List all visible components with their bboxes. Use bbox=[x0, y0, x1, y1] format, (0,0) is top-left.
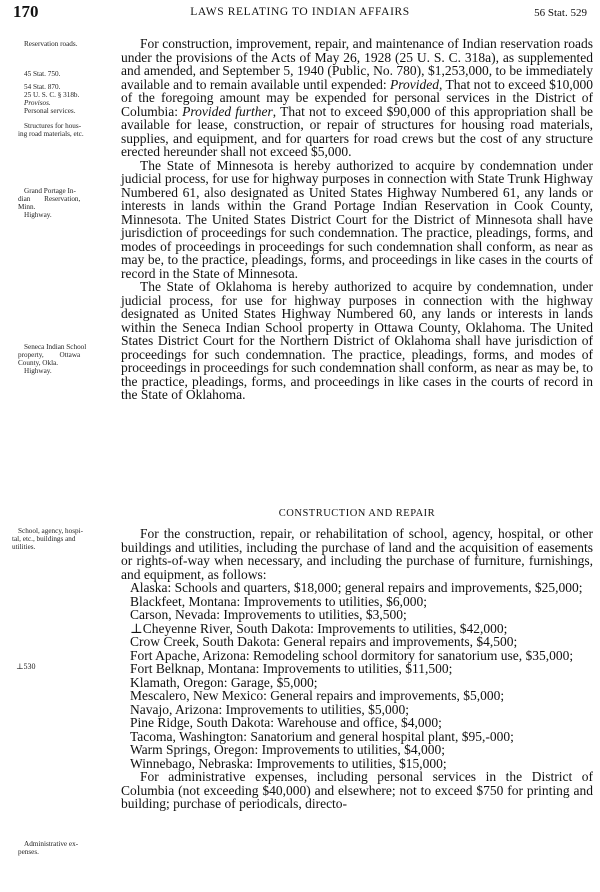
margin-note-seneca: Seneca Indian School property, Ottawa County, Okla. Highway. bbox=[18, 343, 87, 375]
margin-note-administrative: Administrative ex- penses. bbox=[18, 840, 79, 856]
item-mescalero: Mescalero, New Mexico: General repairs and improvements, $5,000; bbox=[130, 688, 505, 703]
margin-note-grand-portage: Grand Portage In- dian Reservation, Minn. Highway. bbox=[18, 187, 81, 219]
item-pine-ridge: Pine Ridge, South Dakota: Warehouse and office, $4,000; bbox=[130, 715, 442, 730]
item-cheyenne-river: ⊥Cheyenne River, South Dakota: Improvements to utilities, $42,000; bbox=[130, 620, 508, 636]
paragraph-construction-intro: For the construction, repair, or rehabilitation of school, agency, hospital, or other buildings and utilities, including the purchase of land and the acquisition of easements or rights-of-way when necessary, and including the purchase of furniture, furnishings, and equipment, as follows: bbox=[121, 526, 593, 582]
item-alaska: Alaska: Schools and quarters, $18,000; general repairs and improvements, $25,000; bbox=[130, 580, 583, 595]
item-fort-apache: Fort Apache, Arizona: Remodeling school dormitory for sanatorium use, $35,000; bbox=[130, 647, 574, 663]
item-navajo: Navajo, Arizona: Improvements to utilities, $5,000; bbox=[130, 701, 409, 717]
margin-note-citations: 54 Stat. 870. 25 U. S. C. § 318b. Provisos. Personal services. bbox=[24, 83, 80, 115]
statute-reference: 56 Stat. 529 bbox=[534, 7, 587, 19]
item-carson: Carson, Nevada: Improvements to utilities, $3,500; bbox=[130, 607, 407, 622]
item-winnebago: Winnebago, Nebraska: Improvements to utilities, $15,000; bbox=[130, 755, 447, 771]
margin-note-structures: Structures for hous- ing road materials, etc. bbox=[18, 122, 84, 138]
item-fort-belknap: Fort Belknap, Montana: Improvements to utilities, $11,500; bbox=[130, 661, 453, 676]
paragraph-oklahoma: The State of Oklahoma is hereby authorized to acquire by condemnation, under judicial process, for use for highway purposes in connection with the highway designated as United States Highway Numbered 60, any lands or interests in lands within the Seneca Indian School property in Ottawa County, Oklahoma. The United States District Court for the Northern District of Oklahoma shall have jurisdiction of proceedings for such condemnation. The practice, pleadings, forms, and modes of proceedings in proceedings for such condemnation shall conform, as near as may be, to the practice, pleadings, forms, and proceedings in like cases in the courts of record in the State of Oklahoma. bbox=[121, 279, 593, 402]
margin-note-stat-750: 45 Stat. 750. bbox=[24, 70, 61, 78]
item-crow-creek: Crow Creek, South Dakota: General repairs and improvements, $4,500; bbox=[130, 634, 518, 649]
item-tacoma: Tacoma, Washington: Sanatorium and general hospital plant, $95,-000; bbox=[130, 728, 514, 744]
page-number: 170 bbox=[13, 2, 39, 21]
margin-note-reservation-roads: Reservation roads. bbox=[24, 40, 78, 48]
paragraph-administrative: For administrative expenses, including personal services in the District of Columbia (not exceeding $40,000) and elsewhere; not to exceed $750 for printing and building; purchase of periodicals, directo- bbox=[121, 769, 593, 811]
section-heading: CONSTRUCTION AND REPAIR bbox=[278, 508, 436, 519]
item-blackfeet: Blackfeet, Montana: Improvements to utilities, $6,000; bbox=[130, 593, 427, 609]
text-block-upper bbox=[121, 37, 593, 402]
item-warm-springs: Warm Springs, Oregon: Improvements to utilities, $4,000; bbox=[130, 742, 446, 757]
margin-note-page-break: ⊥530 bbox=[16, 662, 36, 671]
running-head: LAWS RELATING TO INDIAN AFFAIRS bbox=[190, 6, 410, 18]
text-block-construction bbox=[121, 527, 593, 811]
paragraph-minnesota: The State of Minnesota is hereby authorized to acquire by condemnation under judicial process, for use for highway purposes in connection with State Trunk Highway Numbered 61, also designated as United States Highway Numbered 61, any lands or interests in lands within the Grand Portage Indian Reservation in Cook County, Minnesota. The United States District Court for the District of Minnesota shall have jurisdiction of proceedings for such condemnation. The practice, pleadings, forms, and modes of proceedings in proceedings for such condemnation shall conform, as near as may be, to the practice, pleadings, forms, and proceedings in like cases in the courts of record in the State of Minnesota. bbox=[121, 157, 593, 281]
paragraph-reservation-roads: For construction, improvement, repair, and maintenance of Indian reservation roads under the provisions of the Acts of May 26, 1928 (25 U. S. C. 318a), as supplemented and amended, and September 5, 1940 (Public, No. 780), $1,253,000, to be immediately available and to remain available until expended: Provided, That not to exceed $10,000 of the foregoing amount may be expended for personal services in the District of Columbia: Provided further, That not to exceed $90,000 of this appropriation shall be available for lease, construction, or repair of structures for housing road materials, supplies, and equipment, and for quarters for road crews but the cost of any structure erected hereunder shall not exceed $5,000. bbox=[121, 36, 594, 159]
margin-note-school-buildings: School, agency, hospi- tal, etc., buildings and utilities. bbox=[12, 527, 84, 551]
item-klamath: Klamath, Oregon: Garage, $5,000; bbox=[130, 674, 318, 690]
